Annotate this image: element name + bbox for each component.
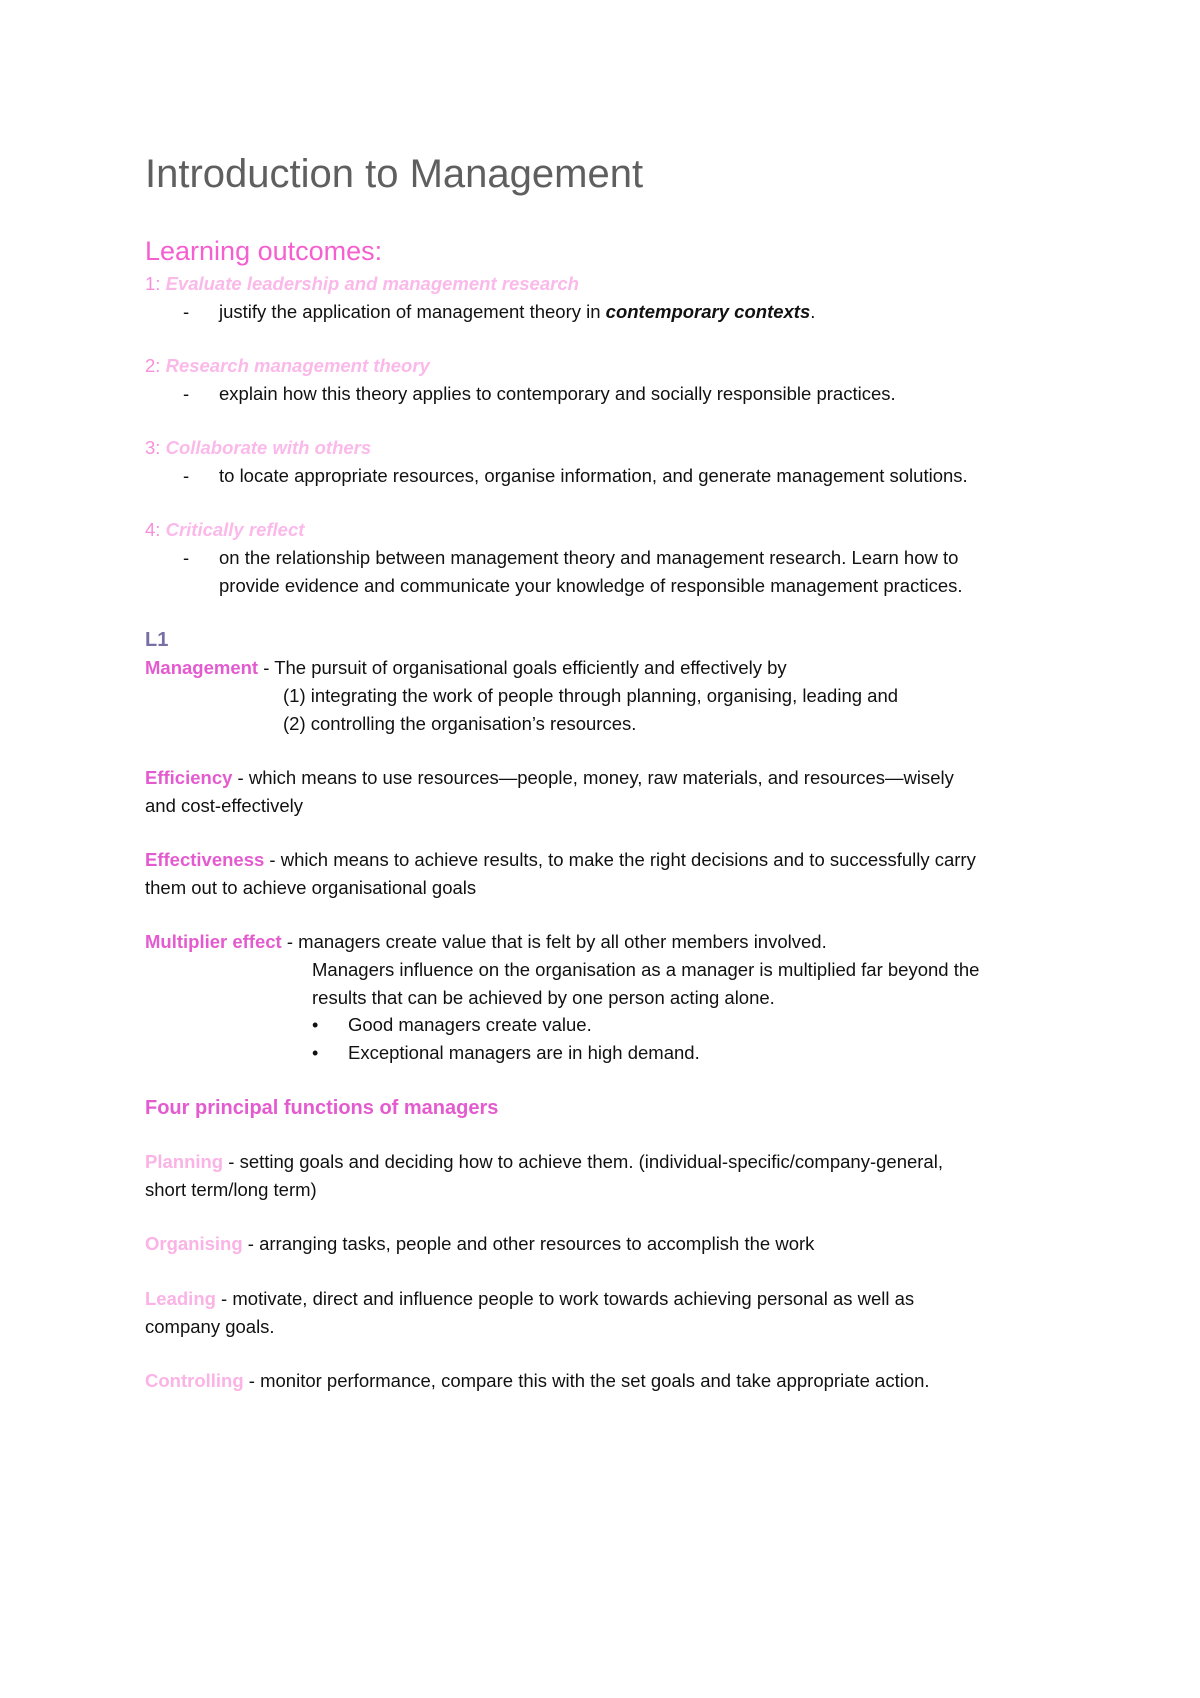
- controlling-sep: -: [243, 1370, 261, 1391]
- bullet-icon: •: [312, 1015, 319, 1035]
- outcome-1-heading: [145, 273, 579, 295]
- efficiency-line-2: and cost-effectively: [145, 795, 304, 816]
- effectiveness-line-1: which means to achieve results, to make the right decisions and to successfully carry: [280, 849, 976, 870]
- effectiveness-line-2: them out to achieve organisational goals: [145, 877, 477, 898]
- learning-outcomes-heading: Learning outcomes:: [145, 236, 383, 266]
- effectiveness-definition: [145, 849, 976, 871]
- multiplier-line-1: managers create value that is felt by all other members involved.: [298, 931, 827, 952]
- leading-line-1: motivate, direct and influence people to work towards achieving personal as well as: [232, 1288, 915, 1309]
- outcome-4-text-line-2: provide evidence and communicate your knowledge of responsible management practices.: [219, 575, 963, 596]
- outcome-2-label: Research management theory: [165, 355, 430, 376]
- multiplier-bullet-2: Exceptional managers are in high demand.: [348, 1042, 700, 1063]
- multiplier-line-2: Managers influence on the organisation as a manager is multiplied far beyond the: [312, 959, 980, 980]
- efficiency-definition: [145, 767, 954, 789]
- bullet-icon: •: [312, 1043, 319, 1063]
- leading-line-2: company goals.: [145, 1316, 275, 1337]
- planning-line-2: short term/long term): [145, 1179, 317, 1200]
- outcome-4-number: 4:: [145, 519, 161, 540]
- multiplier-sep: -: [281, 931, 299, 952]
- management-term: Management: [145, 657, 259, 678]
- leading-definition: [145, 1288, 914, 1310]
- organising-definition: [145, 1233, 814, 1255]
- management-sep: -: [258, 657, 275, 678]
- management-definition: [145, 657, 787, 679]
- controlling-definition: [145, 1370, 930, 1392]
- organising-sep: -: [242, 1233, 260, 1254]
- controlling-term: Controlling: [145, 1370, 244, 1391]
- outcome-1-text-before: justify the application of management theory in: [219, 301, 606, 322]
- controlling-line-1: monitor performance, compare this with the set goals and take appropriate action.: [260, 1370, 930, 1391]
- outcome-4-text-line-1: on the relationship between management theory and management research. Learn how to: [219, 547, 959, 568]
- outcome-2-text: explain how this theory applies to contemporary and socially responsible practices.: [219, 383, 896, 404]
- organising-line-1: arranging tasks, people and other resources to accomplish the work: [259, 1233, 815, 1254]
- efficiency-sep: -: [232, 767, 249, 788]
- outcome-1-text-after: .: [810, 301, 816, 322]
- management-def-line-1: The pursuit of organisational goals efficiently and effectively by: [274, 657, 787, 678]
- management-def-line-2: (1) integrating the work of people through planning, organising, leading and: [283, 685, 899, 706]
- outcome-4-heading: [145, 519, 304, 541]
- outcome-1-text: [219, 301, 815, 323]
- outcome-3-number: 3:: [145, 437, 161, 458]
- outcome-2-number: 2:: [145, 355, 161, 376]
- outcome-1-text-bold: contemporary contexts: [605, 301, 811, 322]
- management-def-line-3: (2) controlling the organisation’s resources.: [283, 713, 637, 734]
- page-title: Introduction to Management: [145, 152, 644, 196]
- multiplier-term: Multiplier effect: [145, 931, 282, 952]
- outcome-1-number: 1:: [145, 273, 161, 294]
- outcome-3-text: to locate appropriate resources, organise information, and generate management solutions.: [219, 465, 968, 486]
- outcome-1-dash: -: [183, 301, 190, 322]
- efficiency-line-1: which means to use resources—people, money, raw materials, and resources—wisely: [248, 767, 954, 788]
- planning-definition: [145, 1151, 943, 1173]
- leading-term: Leading: [145, 1288, 216, 1309]
- leading-sep: -: [215, 1288, 233, 1309]
- multiplier-definition: [145, 931, 827, 953]
- planning-line-1: setting goals and deciding how to achieve them. (individual-specific/company-general,: [239, 1151, 943, 1172]
- planning-term: Planning: [145, 1151, 224, 1172]
- planning-sep: -: [223, 1151, 240, 1172]
- organising-term: Organising: [145, 1233, 243, 1254]
- outcome-1-label: Evaluate leadership and management research: [165, 273, 579, 294]
- outcome-2-heading: [145, 355, 430, 377]
- multiplier-line-3: results that can be achieved by one person acting alone.: [312, 987, 775, 1008]
- multiplier-bullet-1: Good managers create value.: [348, 1014, 592, 1035]
- effectiveness-term: Effectiveness: [145, 849, 265, 870]
- outcome-4-label: Critically reflect: [165, 519, 305, 540]
- outcome-3-heading: [145, 437, 371, 459]
- efficiency-term: Efficiency: [145, 767, 233, 788]
- effectiveness-sep: -: [264, 849, 281, 870]
- functions-heading: Four principal functions of managers: [145, 1097, 499, 1119]
- outcome-3-dash: -: [183, 465, 190, 486]
- lecture-label: L1: [145, 629, 169, 651]
- outcome-4-dash: -: [183, 547, 190, 568]
- outcome-2-dash: -: [183, 383, 190, 404]
- outcome-3-label: Collaborate with others: [165, 437, 372, 458]
